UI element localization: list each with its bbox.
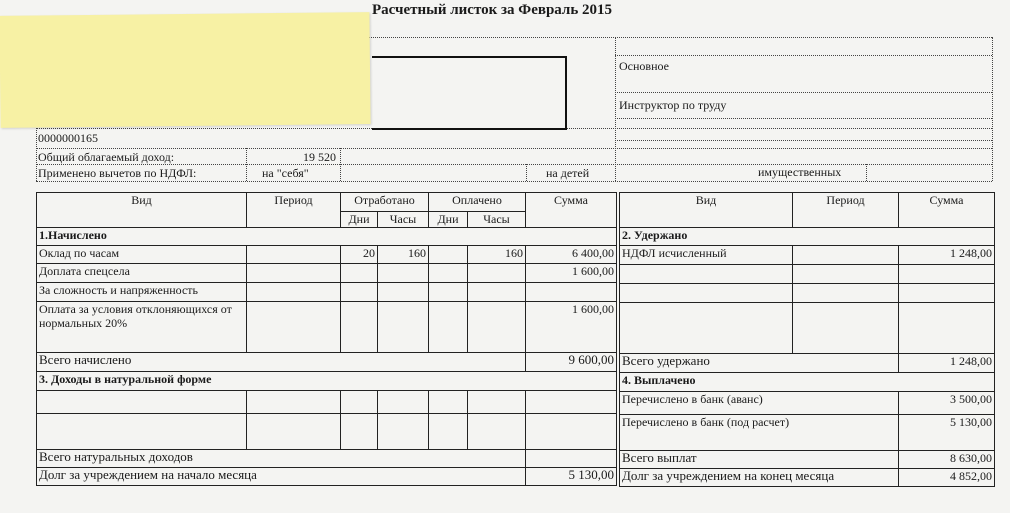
- row-name: За сложность и напряженность: [37, 283, 247, 302]
- row-sum: 1 600,00: [526, 264, 617, 283]
- divider: [992, 37, 993, 181]
- debt-end-value: 4 852,00: [899, 469, 995, 487]
- row-sum: [526, 283, 617, 302]
- row-worked-days: 20: [341, 246, 378, 264]
- framed-box: [372, 56, 567, 130]
- row-paid-days: [429, 246, 468, 264]
- col-header-worked: Отработано: [341, 193, 429, 212]
- deduction-property: имущественных: [758, 165, 842, 179]
- income-label: Общий облагаемый доход:: [38, 150, 175, 164]
- section-paid-out: 4. Выплачено: [620, 373, 995, 392]
- row-name: Перечислено в банк (аванс): [620, 392, 899, 415]
- col-header-paid: Оплачено: [429, 193, 526, 212]
- divider: [615, 92, 992, 93]
- divider: [866, 164, 867, 181]
- total-withheld-label: Всего удержано: [620, 354, 899, 373]
- row-name: Оплата за условия отклоняющихся от нормальных 20%: [37, 302, 247, 353]
- col-header-paid-days: Дни: [429, 212, 468, 228]
- col-header-worked-days: Дни: [341, 212, 378, 228]
- divider: [246, 148, 247, 181]
- divider: [615, 55, 992, 56]
- col-header-sum: Сумма: [899, 193, 995, 228]
- debt-start-value: 5 130,00: [526, 468, 617, 486]
- table-row: [37, 414, 617, 450]
- col-header-period: Период: [247, 193, 341, 228]
- divider: [615, 118, 992, 119]
- table-row: [37, 302, 617, 353]
- deduction-self: на "себя": [262, 166, 309, 180]
- employee-code: 0000000165: [38, 131, 98, 145]
- section-natural: 3. Доходы в натуральной форме: [37, 372, 617, 391]
- divider: [615, 140, 992, 141]
- row-period: [247, 246, 341, 264]
- total-accrued-label: Всего начислено: [37, 353, 526, 372]
- table-row: [620, 392, 995, 415]
- page-title: Расчетный листок за Февраль 2015: [372, 2, 613, 18]
- row-sum: 1 600,00: [526, 302, 617, 353]
- row-name: НДФЛ исчисленный: [620, 246, 793, 265]
- row-name: Оклад по часам: [37, 246, 247, 264]
- total-accrued-value: 9 600,00: [526, 353, 617, 372]
- debt-row: [620, 469, 995, 487]
- dept-name: Основное: [619, 59, 669, 73]
- table-row: [37, 391, 617, 414]
- debt-row: [37, 468, 617, 486]
- table-row: [620, 246, 995, 265]
- deduction-children: на детей: [546, 166, 590, 180]
- total-withheld-value: 1 248,00: [899, 354, 995, 373]
- divider: [36, 164, 992, 165]
- col-header-worked-hours: Часы: [378, 212, 429, 228]
- divider: [615, 37, 616, 181]
- sticky-note-redaction: [0, 12, 371, 128]
- row-sum: 3 500,00: [899, 392, 995, 415]
- total-row: [37, 353, 617, 372]
- right-table: [619, 192, 995, 487]
- table-row: [620, 303, 995, 354]
- row-sum: 6 400,00: [526, 246, 617, 264]
- row-worked-hours: 160: [378, 246, 429, 264]
- table-row: [37, 264, 617, 283]
- debt-start-label: Долг за учреждением на начало месяца: [37, 468, 526, 486]
- row-sum: 1 248,00: [899, 246, 995, 265]
- col-header-period: Период: [793, 193, 899, 228]
- left-table: [36, 192, 617, 486]
- section-accrued: 1.Начислено: [37, 228, 617, 246]
- divider: [36, 181, 992, 182]
- table-row: [620, 265, 995, 284]
- row-name: Доплата спецсела: [37, 264, 247, 283]
- table-row: [620, 415, 995, 451]
- section-withheld: 2. Удержано: [620, 228, 995, 246]
- col-header-paid-hours: Часы: [468, 212, 526, 228]
- total-natural-label: Всего натуральных доходов: [37, 450, 526, 468]
- position-name: Инструктор по труду: [619, 98, 727, 112]
- debt-end-label: Долг за учреждением на конец месяца: [620, 469, 899, 487]
- total-paid-value: 8 630,00: [899, 451, 995, 469]
- table-row: [37, 246, 617, 264]
- row-paid-hours: 160: [468, 246, 526, 264]
- total-row: [620, 451, 995, 469]
- deduction-label: Применено вычетов по НДФЛ:: [38, 166, 197, 180]
- row-sum: 5 130,00: [899, 415, 995, 451]
- divider: [36, 128, 37, 181]
- divider: [526, 164, 527, 181]
- table-row: [37, 283, 617, 302]
- col-header-sum: Сумма: [526, 193, 617, 228]
- divider: [36, 148, 992, 149]
- table-row: [620, 284, 995, 303]
- total-row: [37, 450, 617, 468]
- income-value: 19 520: [303, 150, 336, 164]
- total-row: [620, 354, 995, 373]
- col-header-vid: Вид: [37, 193, 247, 228]
- divider: [340, 148, 341, 181]
- col-header-vid: Вид: [620, 193, 793, 228]
- total-paid-label: Всего выплат: [620, 451, 899, 469]
- row-name: Перечислено в банк (под расчет): [620, 415, 899, 451]
